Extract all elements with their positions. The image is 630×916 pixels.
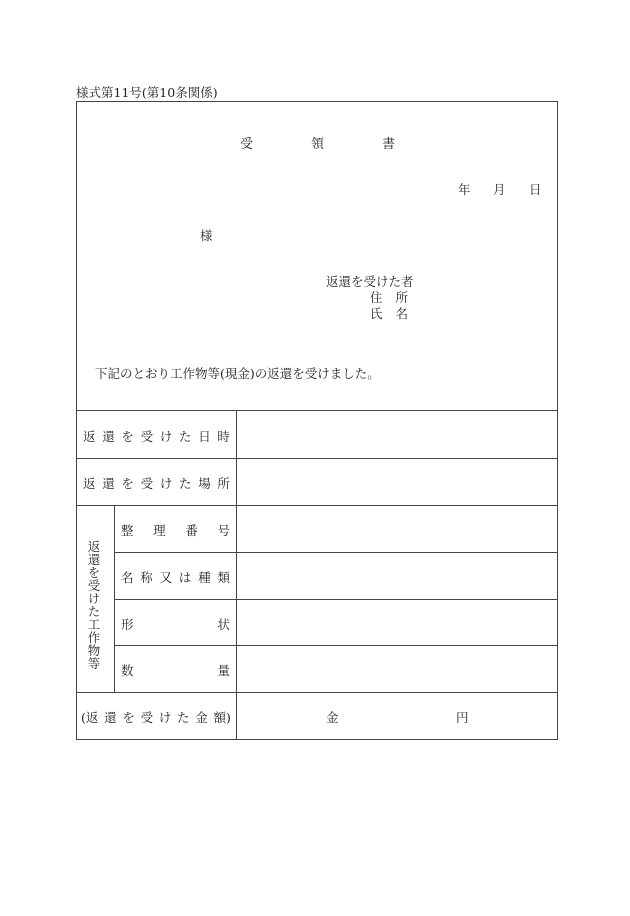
form-number: 様式第11号(第10条関係): [76, 85, 218, 100]
address-label: 住 所: [370, 290, 408, 305]
returned-amount-label: (返 還 を 受 け た 金 額): [81, 710, 231, 725]
reference-number-field[interactable]: [240, 509, 552, 549]
return-datetime-field[interactable]: [240, 414, 552, 454]
divider: [114, 552, 557, 553]
divider: [76, 410, 557, 411]
name-or-type-field[interactable]: [240, 556, 552, 596]
name-or-type-label: 名 称 又 は 種 類: [121, 570, 230, 585]
divider: [76, 692, 557, 693]
title-char-3: 書: [382, 137, 396, 152]
divider: [114, 505, 115, 692]
title-char-1: 受: [240, 137, 254, 152]
divider: [114, 599, 557, 600]
divider: [114, 645, 557, 646]
date-year-label: 年: [458, 182, 471, 197]
statement-text: 下記のとおり工作物等(現金)の返還を受けました。: [95, 366, 380, 381]
amount-suffix: 円: [456, 710, 469, 725]
divider: [76, 505, 557, 506]
reference-number-label: 整 理 番 号: [121, 523, 230, 538]
return-place-field[interactable]: [240, 462, 552, 502]
name-label: 氏 名: [370, 306, 408, 321]
divider: [76, 458, 557, 459]
quantity-field[interactable]: [240, 649, 552, 689]
return-datetime-label: 返 還 を 受 け た 日 時: [83, 429, 230, 444]
date-day-label: 日: [529, 182, 542, 197]
return-place-label: 返 還 を 受 け た 場 所: [83, 476, 230, 491]
addressee-suffix: 様: [200, 228, 213, 243]
amount-field[interactable]: [350, 698, 450, 734]
shape-field[interactable]: [240, 603, 552, 643]
divider: [236, 410, 237, 739]
amount-prefix: 金: [326, 710, 339, 725]
date-month-label: 月: [493, 182, 506, 197]
shape-label: 形 状: [121, 617, 230, 632]
returned-items-group-label: 返還を受けた工作物等: [86, 540, 101, 670]
quantity-label: 数 量: [121, 663, 230, 678]
title-char-2: 領: [311, 137, 325, 152]
recipient-label: 返還を受けた者: [326, 274, 414, 289]
